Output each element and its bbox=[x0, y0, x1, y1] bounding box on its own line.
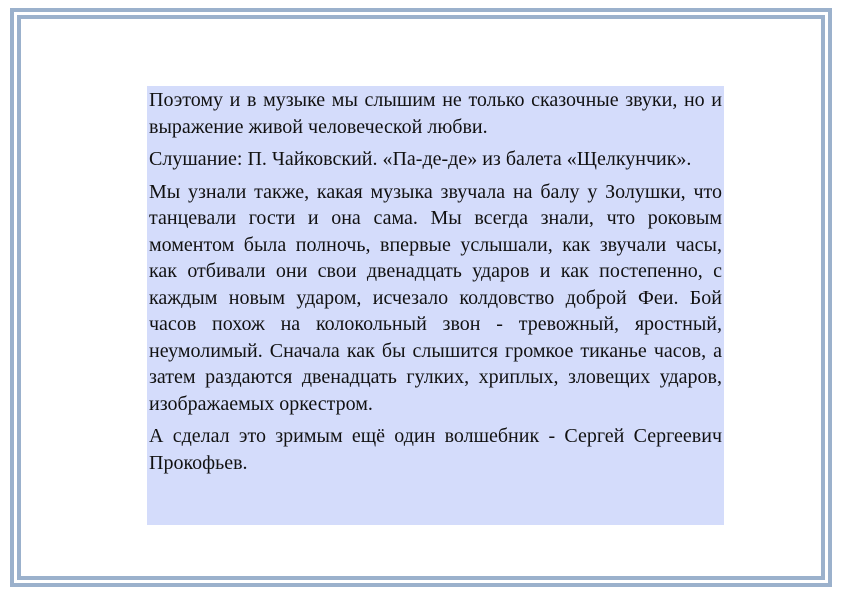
paragraph-2: Слушание: П. Чайковский. «Па-де-де» из балета «Щелкунчик». bbox=[149, 148, 692, 170]
paragraph-4: А сделал это зримым ещё один волшебник - Сергей Сергеевич Прокофьев. bbox=[149, 425, 722, 474]
text-block bbox=[147, 86, 724, 525]
paragraph-3: Мы узнали также, какая музыка звучала на балу у Золушки, что танцевали гости и она сама. Мы всегда знали, что роковым моментом была полночь, впервые услышали, как звучали часы, как отбивали они свои двенадцать ударов и как постепенно, с каждым новым ударом, исчезало колдовство доброй Феи. Бой часов похож на колокольный звон - тревожный, яростный, неумолимый. Сначала как бы слышится громкое тиканье часов, а затем раздаются двенадцать гулких, хриплых, зловещих ударов, изображаемых оркестром. bbox=[149, 180, 722, 415]
paragraph-1: Поэтому и в музыке мы слышим не только сказочные звуки, но и выражение живой человеческой любви. bbox=[149, 89, 722, 138]
